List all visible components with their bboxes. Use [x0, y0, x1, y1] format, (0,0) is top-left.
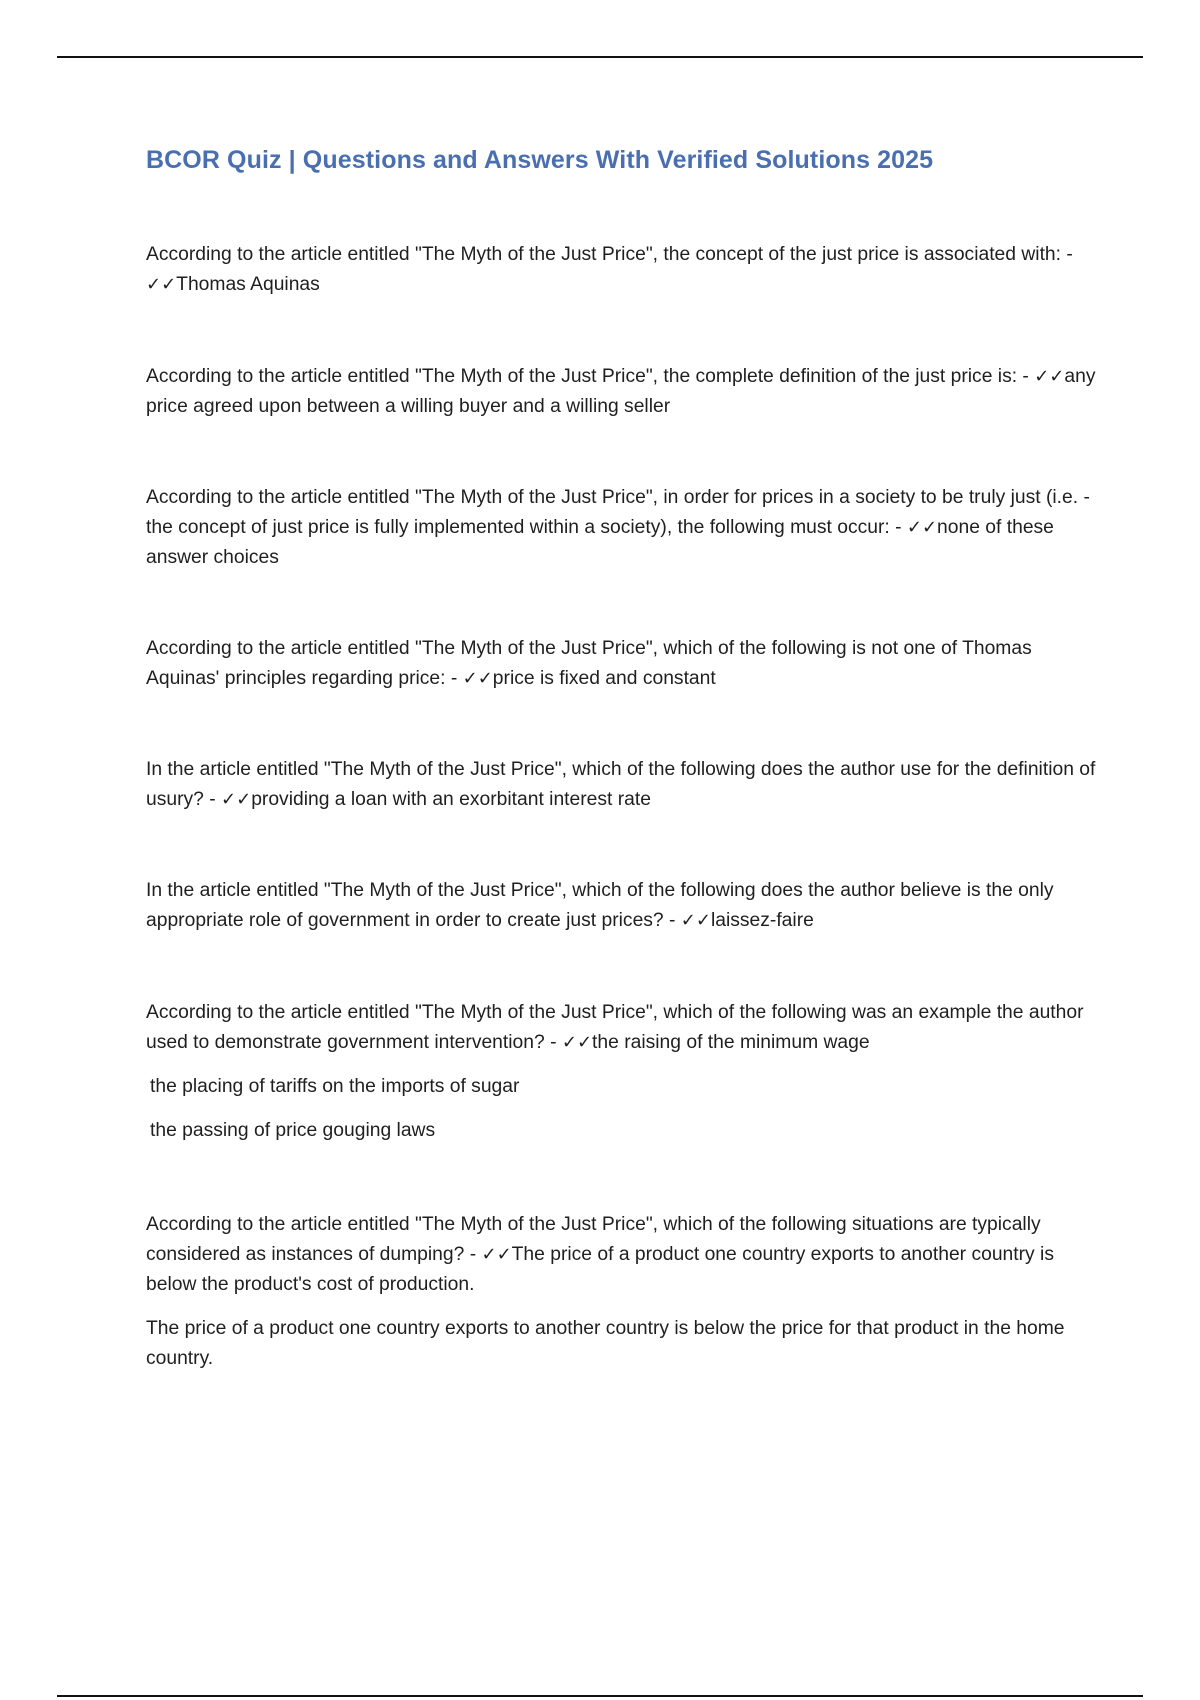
header-rule — [57, 56, 1143, 58]
answer-continuation: The price of a product one country exports to another country is below the price for that product in the home country. — [146, 1318, 1065, 1369]
question-text: According to the article entitled "The Myth of the Just Price", in order for prices in a society to be truly just (i.e. - the concept of just price is fully implemented within a society), the following must occur: - — [146, 487, 1090, 538]
answer-text: Thomas Aquinas — [176, 274, 320, 295]
qa-text — [146, 998, 1096, 1058]
question-text: According to the article entitled "The Myth of the Just Price", which of the following situations are typically considered as instances of dumping? - — [146, 1214, 1041, 1265]
question-text: According to the article entitled "The Myth of the Just Price", the concept of the just price is associated with: - — [146, 244, 1073, 265]
qa-text — [146, 1210, 1096, 1300]
double-check-icon: ✓✓ — [906, 517, 938, 538]
qa-item-8 — [146, 1210, 1096, 1374]
double-check-icon: ✓✓ — [561, 1032, 593, 1053]
qa-item-3 — [146, 483, 1096, 573]
double-check-icon: ✓✓ — [481, 1244, 512, 1265]
answer-text: the raising of the minimum wage — [592, 1032, 870, 1053]
answer-continuation: the passing of price gouging laws — [150, 1120, 436, 1141]
qa-text — [146, 634, 1096, 694]
qa-text — [146, 240, 1096, 300]
qa-item-4 — [146, 634, 1096, 694]
question-text: According to the article entitled "The Myth of the Just Price", the complete definition of the just price is: - — [146, 366, 1035, 387]
qa-item-7 — [146, 998, 1096, 1146]
question-text: In the article entitled "The Myth of the Just Price", which of the following does the author believe is the only appropriate role of government in order to create just prices? - — [146, 880, 1054, 931]
qa-text — [146, 876, 1096, 936]
answer-continuation: the placing of tariffs on the imports of sugar — [150, 1076, 520, 1097]
qa-text — [146, 362, 1096, 422]
qa-item-2 — [146, 362, 1096, 422]
answer-text: The price of a product one country exports to another country is below the product's cost of production. — [146, 1244, 1054, 1295]
document-title: BCOR Quiz | Questions and Answers With Verified Solutions 2025 — [146, 146, 934, 174]
qa-text — [146, 755, 1096, 815]
qa-item-1 — [146, 240, 1096, 300]
double-check-icon: ✓✓ — [221, 789, 252, 810]
question-text: In the article entitled "The Myth of the Just Price", which of the following does the author use for the definition of usury? - — [146, 759, 1096, 810]
qa-item-5 — [146, 755, 1096, 815]
answer-text: none of these answer choices — [146, 517, 1054, 568]
answer-text: providing a loan with an exorbitant interest rate — [251, 789, 651, 810]
qa-item-6 — [146, 876, 1096, 936]
answer-text: any price agreed upon between a willing buyer and a willing seller — [146, 366, 1096, 417]
double-check-icon: ✓✓ — [1034, 366, 1065, 387]
question-text: According to the article entitled "The Myth of the Just Price", which of the following is not one of Thomas Aquinas' principles regarding price: - — [146, 638, 1032, 689]
answer-text: laissez-faire — [710, 910, 814, 931]
qa-text — [146, 483, 1096, 573]
footer-rule — [57, 1695, 1143, 1697]
double-check-icon: ✓✓ — [462, 668, 493, 689]
double-check-icon: ✓✓ — [146, 274, 177, 295]
answer-text: price is fixed and constant — [492, 668, 716, 689]
question-text: According to the article entitled "The Myth of the Just Price", which of the following was an example the author used to demonstrate government intervention? - — [146, 1002, 1084, 1053]
double-check-icon: ✓✓ — [680, 910, 711, 931]
